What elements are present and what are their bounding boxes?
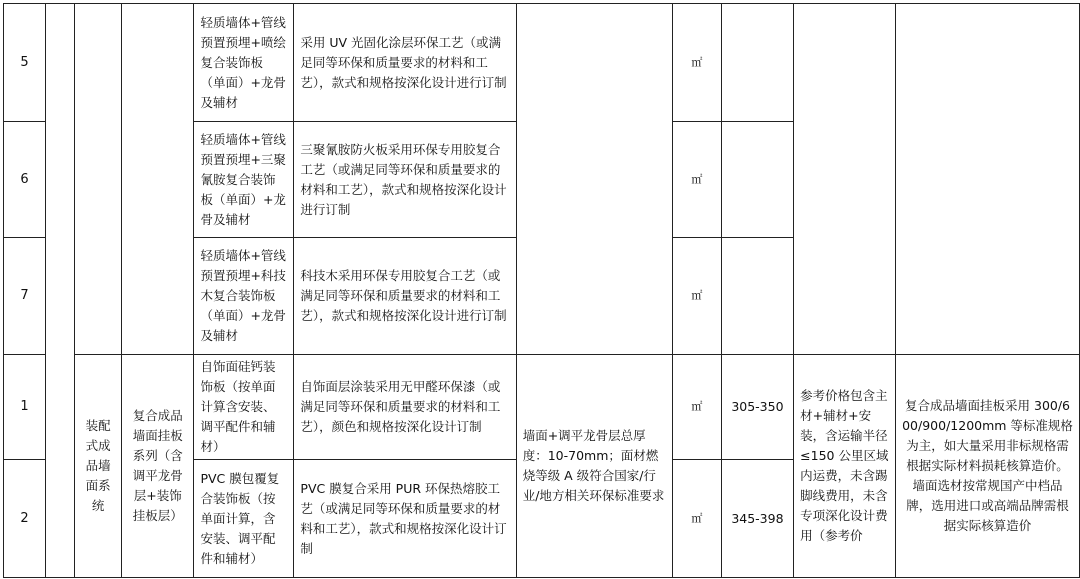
item-name: PVC 膜包覆复合装饰板（按单面计算，含安装、调平配件和辅材） (194, 460, 294, 578)
row-number: 7 (4, 238, 46, 355)
item-process: 自饰面层涂装采用无甲醛环保漆（或满足同等环保和质量要求的材料和工艺），颜色和规格按深化设计订制 (294, 355, 516, 460)
blank-cell (45, 4, 74, 578)
item-price: 345-398 (721, 460, 793, 578)
blank-cell (794, 4, 896, 355)
item-price: 305-350 (721, 355, 793, 460)
item-unit: ㎡ (672, 355, 721, 460)
blank-cell (75, 4, 122, 355)
blank-cell (721, 122, 793, 238)
item-name: 轻质墙体+管线预置预埋+三聚氰胺复合装饰板（单面）+龙骨及辅材 (194, 122, 294, 238)
item-unit: ㎡ (672, 460, 721, 578)
item-unit: ㎡ (672, 122, 721, 238)
remark: 复合成品墙面挂板采用 300/600/900/1200mm 等标准规格为主，如大量采用非标规格需根据实际材料损耗核算造价。墙面选材按常规国产中档品牌，选用进口或高端品牌需根据实际核算造价 (896, 355, 1080, 578)
row-number: 1 (4, 355, 46, 460)
item-process: 采用 UV 光固化涂层环保工艺（或满足同等环保和质量要求的材料和工艺），款式和规格按深化设计进行订制 (294, 4, 516, 122)
item-process: PVC 膜复合采用 PUR 环保热熔胶工艺（或满足同等环保和质量要求的材料和工艺），款式和规格按深化设计订制 (294, 460, 516, 578)
blank-cell (122, 4, 194, 355)
spec-table (3, 3, 1080, 578)
blank-cell (721, 4, 793, 122)
system-name: 装配式成品墙面系统 (75, 355, 122, 578)
price-note: 参考价格包含主材+辅材+安装，含运输半径≤150 公里区域内运费，未含踢脚线费用，未含专项深化设计费用（参考价 (794, 355, 896, 578)
item-process: 科技木采用环保专用胶复合工艺（或满足同等环保和质量要求的材料和工艺），款式和规格按深化设计进行订制 (294, 238, 516, 355)
item-name: 轻质墙体+管线预置预埋+喷绘复合装饰板（单面）+龙骨及辅材 (194, 4, 294, 122)
item-name: 轻质墙体+管线预置预埋+科技木复合装饰板（单面）+龙骨及辅材 (194, 238, 294, 355)
blank-cell (896, 4, 1080, 355)
item-name: 自饰面硅钙装饰板（按单面计算含安装、调平配件和辅材） (194, 355, 294, 460)
row-number: 6 (4, 122, 46, 238)
table-row (4, 4, 1080, 122)
category-name: 复合成品墙面挂板系列（含调平龙骨层+装饰挂板层） (122, 355, 194, 578)
item-process: 三聚氰胺防火板采用环保专用胶复合工艺（或满足同等环保和质量要求的材料和工艺），款式和规格按深化设计进行订制 (294, 122, 516, 238)
blank-cell (721, 238, 793, 355)
blank-cell (516, 4, 672, 355)
group-requirement: 墙面+调平龙骨层总厚度：10-70mm；面材燃烧等级 A 级符合国家/行业/地方相关环保标准要求 (516, 355, 672, 578)
item-unit: ㎡ (672, 238, 721, 355)
table-row (4, 355, 1080, 460)
item-unit: ㎡ (672, 4, 721, 122)
row-number: 2 (4, 460, 46, 578)
row-number: 5 (4, 4, 46, 122)
